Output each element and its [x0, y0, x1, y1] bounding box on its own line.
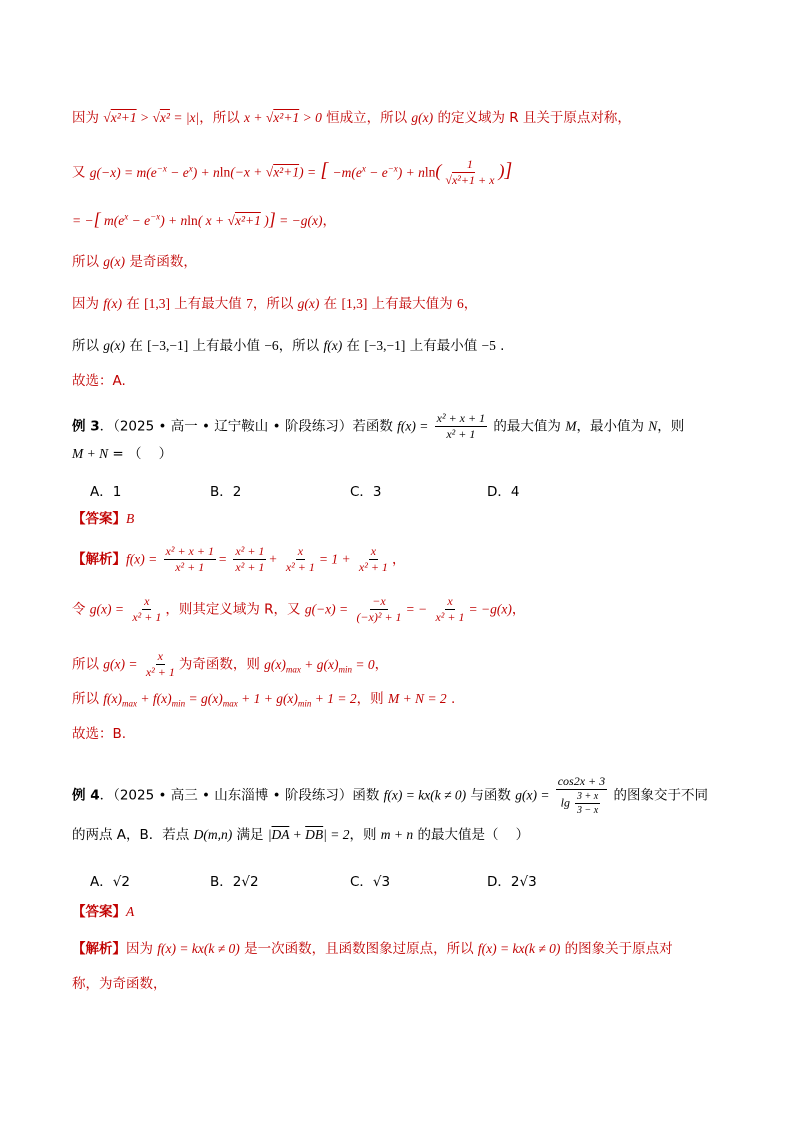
- example-4-option-b: B．2√2: [210, 874, 259, 890]
- solution-line-5: 因为 f(x) 在 [1,3] 上有最大值 7，所以 g(x) 在 [1,3] 上有最大值为 6，: [72, 296, 478, 312]
- example-4-stem: 例 4．（2025 • 高三 • 山东淄博 • 阶段练习）函数 f(x) = kx(k ≠ 0) 与函数 g(x) = cos2x + 3 lg $\frac{3 + x}{3 - x}$ 的图象交于不同: [72, 774, 708, 817]
- example-3-option-a: A．1: [90, 484, 122, 500]
- example-3-answer: [72, 512, 134, 527]
- example-3-option-c: C．3: [350, 484, 382, 500]
- solution-line-6: 所以 g(x) 在 [−3,−1] 上有最小值 −6，所以 f(x) 在 [−3,−1] 上有最小值 −5 .: [72, 338, 505, 354]
- example-3-analysis-4: 所以 $f(x)_{max} + f(x)_{min} = g(x)_{max} + 1 + g(x)_{min} + 1 = 2$，则 M + N = 2 .: [72, 691, 456, 709]
- solution-line-3: = −[ $m(e^x - e^{-x}) + nln$( x + √x²+1 )] = −g(x)，: [72, 209, 336, 229]
- example-4-option-a: A．√2: [90, 874, 130, 890]
- answer-value: B: [126, 511, 135, 526]
- solution-line-7: 故选：A.: [72, 373, 126, 389]
- example-4-option-d: D．2√3: [487, 874, 537, 890]
- example-3-analysis-1: 【解析】f(x) = $\frac{\text{x² + x + 1}}{\text{x² + 1}}$ = $\frac{\text{x² + 1}}{\text{x² + 1}}$ + $\frac{x}{\text{x² + 1}}$ = 1 + $\frac{x}{\text{x² + 1}}$ ，: [72, 544, 406, 575]
- example-4-analysis-1: 【解析】因为 f(x) = kx(k ≠ 0) 是一次函数，且函数图象过原点，所以 f(x) = kx(k ≠ 0) 的图象关于原点对: [72, 941, 673, 957]
- example-4-answer: [72, 905, 134, 920]
- example-3-analysis-2: 令 g(x) = $\frac{x}{\text{x² + 1}}$ ，则其定义域为 R，又 g(−x) = $\frac{-x}{\text{(−x)² + 1}}$ = − $\frac{x}{\text{x² + 1}}$ = −g(x)，: [72, 594, 526, 625]
- answer-label: 【答案】: [72, 511, 126, 527]
- solution-line-4: 所以 g(x) 是奇函数，: [72, 254, 197, 270]
- answer-label: 【答案】: [72, 904, 126, 920]
- example-4-option-c: C．√3: [350, 874, 391, 890]
- solution-line-2: 又 $g(-x) = m(e^{-x} - e^x) + nln(-x + √x^2+1)$ = [ $-m(e^x - e^{-x}) + nln$( $\frac{1}{\text{√x²+1 + x}}$ )]: [72, 157, 513, 188]
- solution-line-1: 因为 √x²+1 > √x² = |x|，所以 x + √x²+1 > 0 恒成立，所以 g(x) 的定义域为 R 且关于原点对称，: [72, 110, 631, 126]
- answer-value: A: [126, 904, 135, 919]
- example-3-analysis-3: 所以 g(x) = $\frac{x}{\text{x² + 1}}$ 为奇函数，则 $g(x)_{max} + g(x)_{min} = 0$，: [72, 649, 389, 680]
- example-3-stem-cont: M + N = （ ）: [72, 446, 173, 462]
- example-4-analysis-2: 称，为奇函数，: [72, 976, 167, 992]
- example-3-option-d: D．4: [487, 484, 520, 500]
- example-4-stem-cont: 的两点 A，B．若点 D(m,n) 满足 $|\overline{DA} + \overline{DB}| = 2$，则 m + n 的最大值是（ ）: [72, 827, 530, 843]
- example-3-option-b: B．2: [210, 484, 242, 500]
- example-3-analysis-5: 故选：B.: [72, 726, 127, 742]
- example-3-stem: 例 3．（2025 • 高一 • 辽宁鞍山 • 阶段练习）若函数 f(x) = $\frac{\text{x² + x + 1}}{\text{x² + 1}}$ 的最大值为 M，最小值为 N，则: [72, 411, 685, 442]
